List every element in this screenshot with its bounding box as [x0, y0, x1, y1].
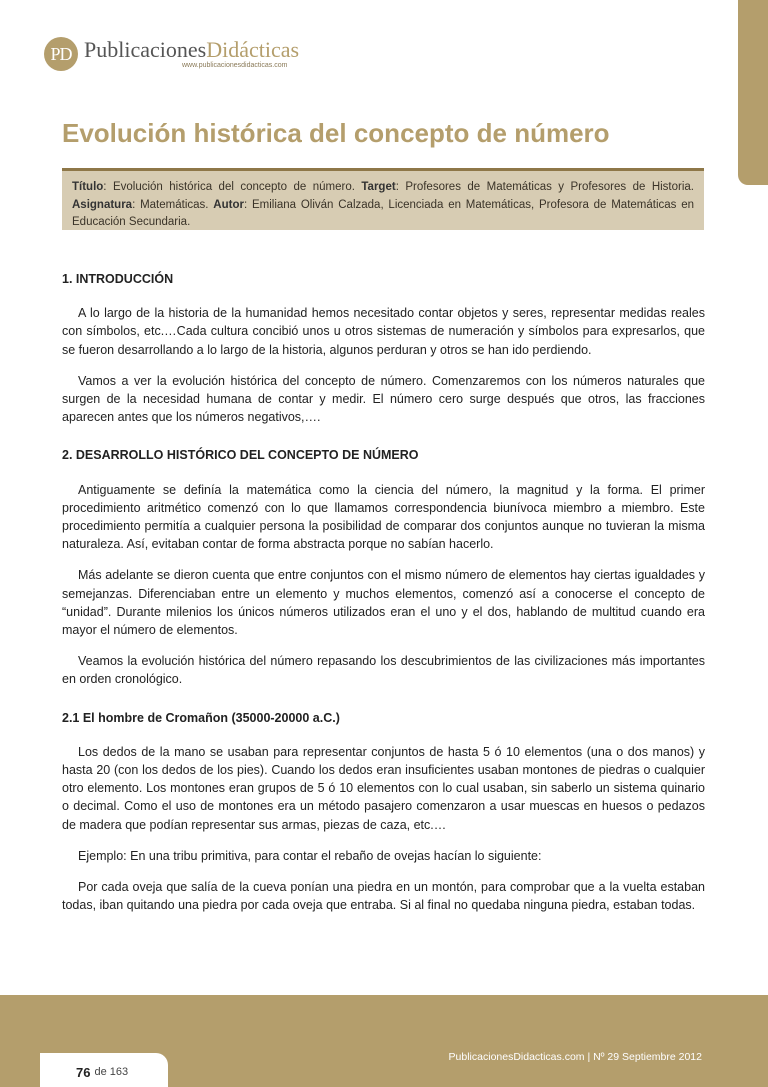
section-heading-introduccion: 1. INTRODUCCIÓN — [62, 272, 174, 286]
article-body — [62, 270, 705, 927]
titulo-label: Título — [72, 181, 104, 193]
autor-value: Emiliana Oliván Calzada, Licenciada en Matemáticas, Profesora de Matemáticas en Educación Secundaria. — [72, 198, 695, 228]
paragraph: Veamos la evolución histórica del número repasando los descubrimientos de las civilizaciones más importantes en orden cronológico. — [62, 654, 705, 687]
side-tab-decoration — [738, 0, 768, 185]
logo-mark-icon: PD — [44, 37, 78, 71]
logo-text — [84, 39, 299, 69]
paragraph: A lo largo de la historia de la humanidad hemos necesitado contar objetos y seres, representar medidas reales con símbolos, etc.…Cada cultura concibió unos u otros sistemas de numeración y símbolos para expresarlos, que se fueron desarrollando a lo largo de la historia, algunos perduran y otros se han ido perdiendo. — [62, 306, 705, 357]
paragraph: Más adelante se dieron cuenta que entre conjuntos con el mismo número de elementos hay ciertas igualdades y semejanzas. Diferenciaban entre un elemento y muchos elementos, comenzó así a conocerse el concepto de “unidad”. Durante milenios los únicos números utilizados eran el uno y el dos, hablando de multitud cuando era mayor el número de elementos. — [62, 568, 705, 638]
page-total: de 163 — [94, 1066, 129, 1078]
logo-name — [84, 39, 299, 61]
paragraph: Ejemplo: En una tribu primitiva, para contar el rebaño de ovejas hacían lo siguiente: — [78, 848, 542, 863]
titulo-value: Evolución histórica del concepto de número. — [112, 181, 355, 193]
footer-journal-info: PublicacionesDidacticas.com | Nº 29 Septiembre 2012 — [448, 1051, 702, 1063]
paragraph: Antiguamente se definía la matemática como la ciencia del número, la magnitud y la forma. El primer procedimiento aritmético comenzó con lo que llamamos correspondencia biunívoca miembro a miembro. Este procedimiento permitía a cualquier persona la posibilidad de comparar dos conjuntos aunque no tuvieran la misma naturaleza. Así, evitaban contar de forma abstracta porque no sabían hacerlo. — [62, 482, 705, 552]
asignatura-value: Matemáticas. — [140, 198, 209, 211]
logo-url: www.publicacionesdidacticas.com — [182, 62, 288, 69]
page-number: 76 — [76, 1064, 91, 1080]
paragraph: Vamos a ver la evolución histórica del concepto de número. Comenzaremos con los números naturales que surgen de la necesidad humana de contar y medir. El número cero surge después que otros, las fracciones aparecen antes que los números negativos,…. — [62, 373, 705, 425]
article-metadata-box: Título: Evolución histórica del concepto de número. Target: Profesores de Matemáticas y Profesores de Historia. Asignatura: Matemáticas. Autor: Emiliana Oliván Calzada, Licenciada en Matemáticas, Profesora de Matemáticas en Educación Secundaria. — [62, 168, 704, 230]
target-label: Target — [361, 181, 396, 193]
paragraph: Los dedos de la mano se usaban para representar conjuntos de hasta 5 ó 10 elementos (una o dos manos) y hasta 20 (con los dedos de los pies). Cuando los dedos eran insuficientes usaban montones de piedras o cualquier otro elemento. Los montones eran grupos de 5 ó 10 elementos con lo cual usaban, sin saberlo un sistema quinario o decimal. Como el uso de montones era un método pasajero comenzaron a usar muescas en huesos o pedazos de madera que podían representar sus armas, piezas de caza, etc.… — [62, 744, 705, 832]
publisher-logo — [44, 37, 299, 71]
paragraph: Por cada oveja que salía de la cueva ponían una piedra en un montón, para comprobar que a la vuelta estaban todas, iban quitando una piedra por cada oveja que entraba. Si al final no quedaba ninguna piedra, estaban todas. — [62, 880, 705, 913]
section-heading-desarrollo: 2. DESARROLLO HISTÓRICO DEL CONCEPTO DE NÚMERO — [62, 448, 419, 463]
autor-label: Autor — [213, 198, 244, 211]
logo-name-part-a: Publicaciones — [84, 37, 207, 62]
article-title: Evolución histórica del concepto de número — [62, 118, 610, 148]
page-number-tab — [40, 1053, 168, 1087]
asignatura-label: Asignatura — [72, 198, 133, 211]
target-value: Profesores de Matemáticas y Profesores de Historia. — [405, 181, 694, 193]
logo-name-part-b: Didácticas — [206, 37, 300, 62]
section-heading-cromanon: 2.1 El hombre de Cromañon (35000-20000 a.C.) — [62, 710, 340, 725]
